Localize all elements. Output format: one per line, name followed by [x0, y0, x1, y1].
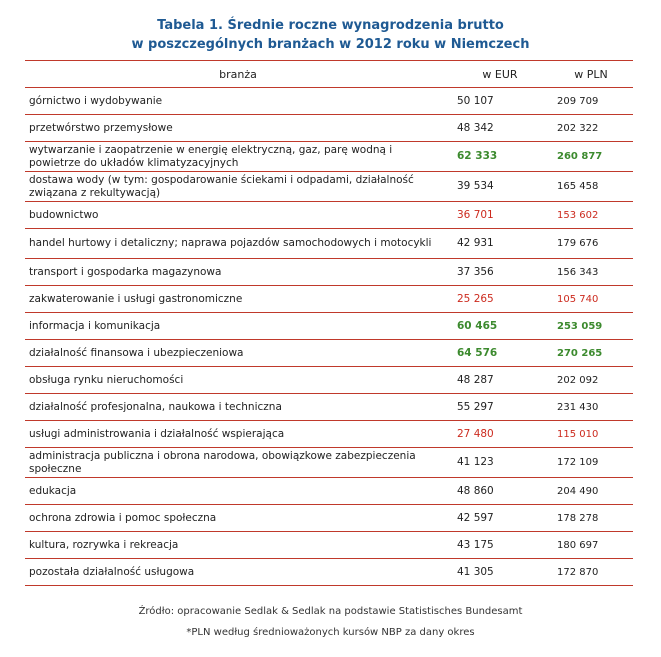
- table-row: [25, 172, 633, 202]
- table-row: [25, 505, 633, 532]
- eur-cell: 60 465: [451, 313, 549, 340]
- branch-cell: zakwaterowanie i usługi gastronomiczne: [25, 286, 451, 313]
- table-title: [0, 16, 661, 54]
- header-row: [25, 61, 633, 88]
- table-row: [25, 394, 633, 421]
- pln-cell: 178 278: [549, 505, 633, 532]
- branch-cell: działalność finansowa i ubezpieczeniowa: [25, 340, 451, 367]
- pln-cell: 209 709: [549, 88, 633, 115]
- branch-cell: budownictwo: [25, 202, 451, 229]
- branch-cell: edukacja: [25, 478, 451, 505]
- source-note: Źródło: opracowanie Sedlak & Sedlak na podstawie Statistisches Bundesamt: [138, 606, 523, 617]
- pln-cell: 202 092: [549, 367, 633, 394]
- eur-cell: 42 931: [451, 229, 549, 259]
- exchange-note: *PLN według średnioważonych kursów NBP za dany okres: [186, 627, 475, 638]
- header-pln: w PLN: [549, 61, 633, 88]
- table-row: [25, 313, 633, 340]
- table-row: [25, 448, 633, 478]
- header-eur: w EUR: [451, 61, 549, 88]
- pln-cell: 172 870: [549, 559, 633, 586]
- branch-cell: informacja i komunikacja: [25, 313, 451, 340]
- eur-cell: 48 860: [451, 478, 549, 505]
- salary-table: [25, 60, 633, 586]
- branch-cell: kultura, rozrywka i rekreacja: [25, 532, 451, 559]
- pln-cell: 156 343: [549, 259, 633, 286]
- branch-cell: obsługa rynku nieruchomości: [25, 367, 451, 394]
- table-row: [25, 478, 633, 505]
- eur-cell: 41 305: [451, 559, 549, 586]
- branch-cell: transport i gospodarka magazynowa: [25, 259, 451, 286]
- pln-cell: 180 697: [549, 532, 633, 559]
- pln-cell: 115 010: [549, 421, 633, 448]
- branch-cell: administracja publiczna i obrona narodowa, obowiązkowe zabezpieczenia społeczne: [25, 448, 451, 478]
- branch-cell: przetwórstwo przemysłowe: [25, 115, 451, 142]
- pln-cell: 202 322: [549, 115, 633, 142]
- eur-cell: 36 701: [451, 202, 549, 229]
- table-row: [25, 340, 633, 367]
- eur-cell: 27 480: [451, 421, 549, 448]
- eur-cell: 42 597: [451, 505, 549, 532]
- pln-cell: 231 430: [549, 394, 633, 421]
- table-body: [25, 88, 633, 586]
- eur-cell: 55 297: [451, 394, 549, 421]
- branch-cell: działalność profesjonalna, naukowa i techniczna: [25, 394, 451, 421]
- table-row: [25, 142, 633, 172]
- table-row: [25, 367, 633, 394]
- branch-cell: ochrona zdrowia i pomoc społeczna: [25, 505, 451, 532]
- title-line-1: Tabela 1. Średnie roczne wynagrodzenia brutto: [157, 18, 504, 33]
- header-branch: branża: [25, 61, 451, 88]
- table-row: [25, 202, 633, 229]
- branch-cell: pozostała działalność usługowa: [25, 559, 451, 586]
- eur-cell: 37 356: [451, 259, 549, 286]
- table-row: [25, 229, 633, 259]
- eur-cell: 48 342: [451, 115, 549, 142]
- pln-cell: 260 877: [549, 142, 633, 172]
- eur-cell: 25 265: [451, 286, 549, 313]
- table-row: [25, 532, 633, 559]
- table-row: [25, 559, 633, 586]
- branch-cell: dostawa wody (w tym: gospodarowanie ściekami i odpadami, działalność związana z rekultywacją): [25, 172, 451, 202]
- pln-cell: 172 109: [549, 448, 633, 478]
- pln-cell: 253 059: [549, 313, 633, 340]
- title-line-2: w poszczególnych branżach w 2012 roku w Niemczech: [131, 37, 530, 52]
- table-row: [25, 421, 633, 448]
- eur-cell: 39 534: [451, 172, 549, 202]
- eur-cell: 41 123: [451, 448, 549, 478]
- eur-cell: 62 333: [451, 142, 549, 172]
- table-row: [25, 259, 633, 286]
- pln-cell: 153 602: [549, 202, 633, 229]
- eur-cell: 48 287: [451, 367, 549, 394]
- table-row: [25, 115, 633, 142]
- pln-cell: 165 458: [549, 172, 633, 202]
- pln-cell: 105 740: [549, 286, 633, 313]
- branch-cell: górnictwo i wydobywanie: [25, 88, 451, 115]
- eur-cell: 64 576: [451, 340, 549, 367]
- eur-cell: 50 107: [451, 88, 549, 115]
- pln-cell: 204 490: [549, 478, 633, 505]
- table-row: [25, 286, 633, 313]
- pln-cell: 179 676: [549, 229, 633, 259]
- pln-cell: 270 265: [549, 340, 633, 367]
- eur-cell: 43 175: [451, 532, 549, 559]
- branch-cell: wytwarzanie i zaopatrzenie w energię elektryczną, gaz, parę wodną i powietrze do układów klimatyzacyjnych: [25, 142, 451, 172]
- table-row: [25, 88, 633, 115]
- branch-cell: handel hurtowy i detaliczny; naprawa pojazdów samochodowych i motocykli: [25, 229, 451, 259]
- branch-cell: usługi administrowania i działalność wspierająca: [25, 421, 451, 448]
